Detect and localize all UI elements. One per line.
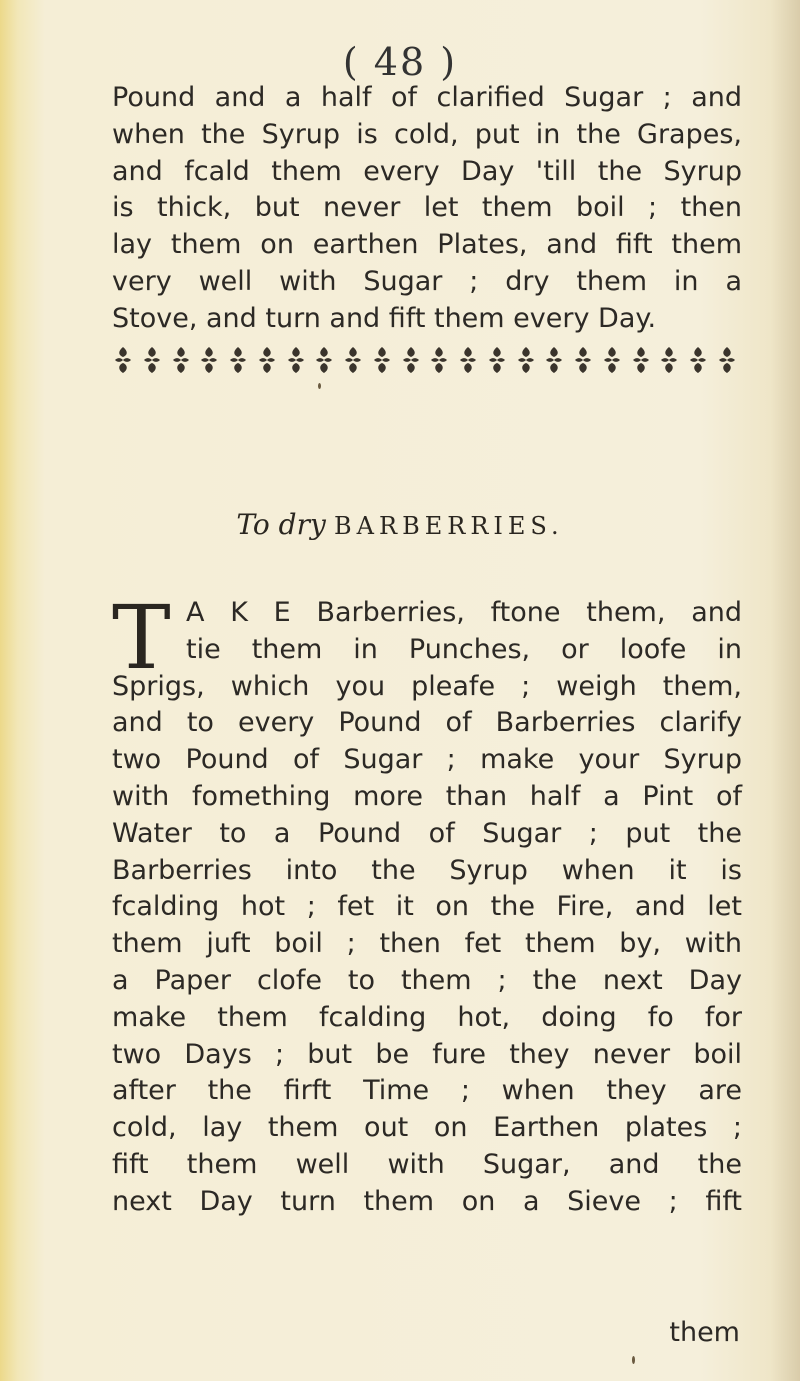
paragraph-grapes-end — [112, 80, 742, 338]
text-line: Stove, and turn and fift them every Day. — [112, 302, 657, 334]
fleuron-icon — [486, 345, 508, 375]
text-line: fcalding hot ; fet it on the Fire, and let — [112, 891, 742, 923]
text-line: after the firft Time ; when they are — [112, 1075, 742, 1107]
heading-italic: To dry — [236, 508, 326, 541]
page-number: ( 48 ) — [342, 40, 458, 84]
text-line: them juft boil ; then fet them by, with — [112, 928, 742, 960]
text-line: A K E Barberries, ftone them, and — [186, 597, 742, 628]
fleuron-icon — [428, 345, 450, 375]
fleuron-icon — [400, 345, 422, 375]
fleuron-icon — [716, 345, 738, 375]
text-line: is thick, but never let them boil ; then — [112, 192, 742, 224]
fleuron-icon — [112, 345, 134, 375]
fleuron-icon — [285, 345, 307, 375]
fleuron-icon — [515, 345, 537, 375]
text-line: and to every Pound of Barberries clarify — [112, 707, 742, 739]
text-line: and fcald them every Day 'till the Syrup — [112, 155, 742, 187]
text-line: make them fcalding hot, doing fo for — [112, 1001, 742, 1033]
fleuron-icon — [572, 345, 594, 375]
text-line: cold, lay them out on Earthen plates ; — [112, 1112, 742, 1144]
fleuron-icon — [313, 345, 335, 375]
text-line: with fomething more than half a Pint of — [112, 780, 742, 812]
fleuron-icon — [170, 345, 192, 375]
text-line: lay them on earthen Plates, and fift them — [112, 229, 742, 261]
ornament-divider — [112, 343, 738, 377]
fleuron-icon — [371, 345, 393, 375]
fleuron-icon — [457, 345, 479, 375]
ink-speck — [632, 1356, 635, 1364]
fleuron-icon — [630, 345, 652, 375]
text-line: when the Syrup is cold, put in the Grapes, — [112, 118, 742, 150]
paragraph-barberries — [112, 586, 742, 1221]
text-line: two Days ; but be fure they never boil — [112, 1038, 742, 1070]
fleuron-icon — [658, 345, 680, 375]
fleuron-icon — [227, 345, 249, 375]
text-line: Water to a Pound of Sugar ; put the — [112, 817, 742, 849]
text-line: two Pound of Sugar ; make your Syrup — [112, 744, 742, 776]
text-line: tie them in Punches, or loofe in — [186, 633, 742, 665]
text-line: very well with Sugar ; dry them in a — [112, 265, 742, 297]
recipe-heading — [0, 508, 800, 541]
ink-speck — [318, 383, 321, 389]
fleuron-icon — [601, 345, 623, 375]
text-line: Sprigs, which you pleafe ; weigh them, — [112, 670, 742, 702]
fleuron-icon — [198, 345, 220, 375]
fleuron-icon — [687, 345, 709, 375]
heading-caps: BARBERRIES. — [334, 512, 564, 540]
text-line: Barberries into the Syrup when it is — [112, 854, 742, 886]
fleuron-icon — [256, 345, 278, 375]
text-line: fift them well with Sugar, and the — [112, 1148, 742, 1180]
text-line: a Paper clofe to them ; the next Day — [112, 964, 742, 996]
text-line: next Day turn them on a Sieve ; fift — [112, 1185, 742, 1217]
fleuron-icon — [543, 345, 565, 375]
fleuron-icon — [342, 345, 364, 375]
drop-cap: T — [112, 586, 171, 689]
text-line: Pound and a half of clarified Sugar ; and — [112, 82, 742, 113]
fleuron-icon — [141, 345, 163, 375]
catchword: them — [669, 1317, 740, 1348]
